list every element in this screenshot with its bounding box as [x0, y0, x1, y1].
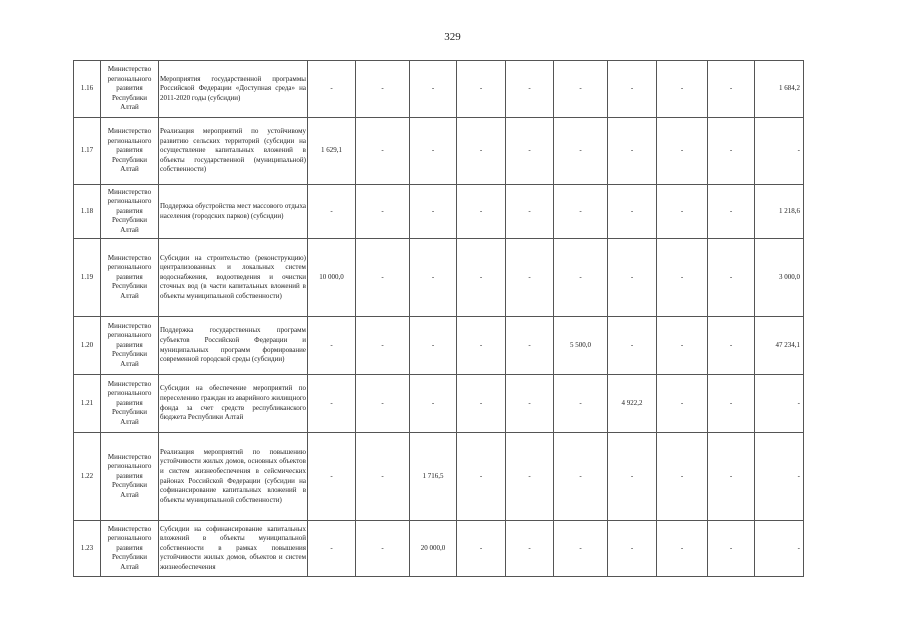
- value-cell: -: [708, 317, 755, 375]
- row-number: 1.22: [74, 433, 101, 521]
- table-row: [74, 185, 857, 239]
- value-cell: -: [554, 185, 608, 239]
- value-cell: -: [708, 61, 755, 118]
- value-cell: -: [657, 239, 708, 317]
- value-cell: -: [506, 521, 554, 577]
- responsible-organization: Министерство регионального развития Республики Алтай: [101, 185, 159, 239]
- value-cell: -: [608, 521, 657, 577]
- value-cell: 3 000,0: [755, 239, 804, 317]
- value-cell: -: [506, 185, 554, 239]
- value-cell: -: [755, 375, 804, 433]
- value-cell: -: [554, 239, 608, 317]
- budget-table: [73, 60, 857, 577]
- value-cell: -: [708, 118, 755, 185]
- value-cell: -: [657, 61, 708, 118]
- responsible-organization: Министерство регионального развития Республики Алтай: [101, 61, 159, 118]
- row-number: 1.21: [74, 375, 101, 433]
- value-cell: -: [410, 118, 457, 185]
- value-cell: -: [554, 118, 608, 185]
- value-cell: -: [457, 61, 506, 118]
- value-cell: -: [506, 317, 554, 375]
- value-cell: -: [457, 375, 506, 433]
- value-cell: -: [708, 521, 755, 577]
- measure-description: Реализация мероприятий по устойчивому развитию сельских территорий (субсидии на осуществление капитальных вложений в объекты государственной (муниципальной) собственности): [159, 118, 308, 185]
- value-cell: -: [410, 239, 457, 317]
- value-cell: -: [708, 433, 755, 521]
- measure-description: Субсидии на обеспечение мероприятий по переселению граждан из аварийного жилищного фонда за счет средств республиканского бюджета Республики Алтай: [159, 375, 308, 433]
- value-cell: -: [457, 433, 506, 521]
- value-cell: -: [657, 521, 708, 577]
- value-cell: -: [608, 317, 657, 375]
- value-cell: -: [608, 61, 657, 118]
- value-cell: 1 629,1: [308, 118, 356, 185]
- value-cell: -: [708, 239, 755, 317]
- responsible-organization: Министерство регионального развития Республики Алтай: [101, 118, 159, 185]
- value-cell: 4 922,2: [608, 375, 657, 433]
- table-row: [74, 61, 857, 118]
- value-cell: -: [410, 317, 457, 375]
- value-cell: -: [657, 185, 708, 239]
- value-cell: -: [708, 185, 755, 239]
- value-cell: -: [457, 118, 506, 185]
- measure-description: Реализация мероприятий по повышению устойчивости жилых домов, основных объектов и систем жизнеобеспечения в сейсмических районах Российской Федерации (субсидии на софинансирование капитальных вложений в объекты муниципальной собственности): [159, 433, 308, 521]
- value-cell: -: [755, 118, 804, 185]
- table-row: [74, 521, 857, 577]
- value-cell: 1 684,2: [755, 61, 804, 118]
- value-cell: -: [308, 521, 356, 577]
- value-cell: 1 716,5: [410, 433, 457, 521]
- value-cell: -: [356, 61, 410, 118]
- measure-description: Мероприятия государственной программы Российской Федерации «Доступная среда» на 2011-2020 годы (субсидии): [159, 61, 308, 118]
- value-cell: -: [506, 118, 554, 185]
- value-cell: -: [457, 185, 506, 239]
- value-cell: -: [608, 185, 657, 239]
- value-cell: -: [356, 185, 410, 239]
- measure-description: Субсидии на строительство (реконструкцию) централизованных и локальных систем водоснабжения, водоотведения и очистки сточных вод (в части капитальных вложений в объекты муниципальной собственности): [159, 239, 308, 317]
- table-row: [74, 433, 857, 521]
- value-cell: -: [356, 521, 410, 577]
- value-cell: -: [457, 239, 506, 317]
- value-cell: -: [657, 433, 708, 521]
- table-row: [74, 317, 857, 375]
- value-cell: -: [657, 317, 708, 375]
- value-cell: -: [657, 375, 708, 433]
- value-cell: 20 000,0: [410, 521, 457, 577]
- value-cell: -: [554, 521, 608, 577]
- value-cell: -: [356, 239, 410, 317]
- row-number: 1.19: [74, 239, 101, 317]
- responsible-organization: Министерство регионального развития Республики Алтай: [101, 239, 159, 317]
- value-cell: -: [755, 433, 804, 521]
- responsible-organization: Министерство регионального развития Республики Алтай: [101, 317, 159, 375]
- value-cell: -: [506, 375, 554, 433]
- row-number: 1.18: [74, 185, 101, 239]
- row-number: 1.17: [74, 118, 101, 185]
- measure-description: Поддержка обустройства мест массового отдыха населения (городских парков) (субсидии): [159, 185, 308, 239]
- value-cell: -: [608, 433, 657, 521]
- value-cell: -: [506, 61, 554, 118]
- value-cell: 10 000,0: [308, 239, 356, 317]
- value-cell: -: [410, 185, 457, 239]
- value-cell: 5 500,0: [554, 317, 608, 375]
- row-number: 1.23: [74, 521, 101, 577]
- value-cell: -: [608, 239, 657, 317]
- value-cell: -: [356, 118, 410, 185]
- value-cell: -: [608, 118, 657, 185]
- value-cell: -: [708, 375, 755, 433]
- value-cell: -: [506, 239, 554, 317]
- table-row: [74, 375, 857, 433]
- value-cell: -: [457, 521, 506, 577]
- value-cell: -: [657, 118, 708, 185]
- responsible-organization: Министерство регионального развития Республики Алтай: [101, 375, 159, 433]
- value-cell: -: [356, 317, 410, 375]
- value-cell: -: [308, 185, 356, 239]
- value-cell: -: [356, 375, 410, 433]
- value-cell: -: [308, 61, 356, 118]
- page-number: 329: [444, 31, 461, 43]
- value-cell: -: [755, 521, 804, 577]
- row-number: 1.16: [74, 61, 101, 118]
- responsible-organization: Министерство регионального развития Республики Алтай: [101, 521, 159, 577]
- table-row: [74, 239, 857, 317]
- value-cell: -: [308, 433, 356, 521]
- value-cell: -: [554, 375, 608, 433]
- value-cell: 47 234,1: [755, 317, 804, 375]
- value-cell: -: [506, 433, 554, 521]
- measure-description: Поддержка государственных программ субъектов Российской Федерации и муниципальных программ формирование современной городской среды (субсидии): [159, 317, 308, 375]
- value-cell: -: [356, 433, 410, 521]
- value-cell: -: [308, 375, 356, 433]
- measure-description: Субсидии на софинансирование капитальных вложений в объекты муниципальной собственности в рамках повышения устойчивости жилых домов, объектов и систем жизнеобеспечения: [159, 521, 308, 577]
- value-cell: -: [554, 433, 608, 521]
- responsible-organization: Министерство регионального развития Республики Алтай: [101, 433, 159, 521]
- row-number: 1.20: [74, 317, 101, 375]
- value-cell: 1 218,6: [755, 185, 804, 239]
- value-cell: -: [457, 317, 506, 375]
- value-cell: -: [554, 61, 608, 118]
- value-cell: -: [410, 375, 457, 433]
- value-cell: -: [410, 61, 457, 118]
- value-cell: -: [308, 317, 356, 375]
- table-row: [74, 118, 857, 185]
